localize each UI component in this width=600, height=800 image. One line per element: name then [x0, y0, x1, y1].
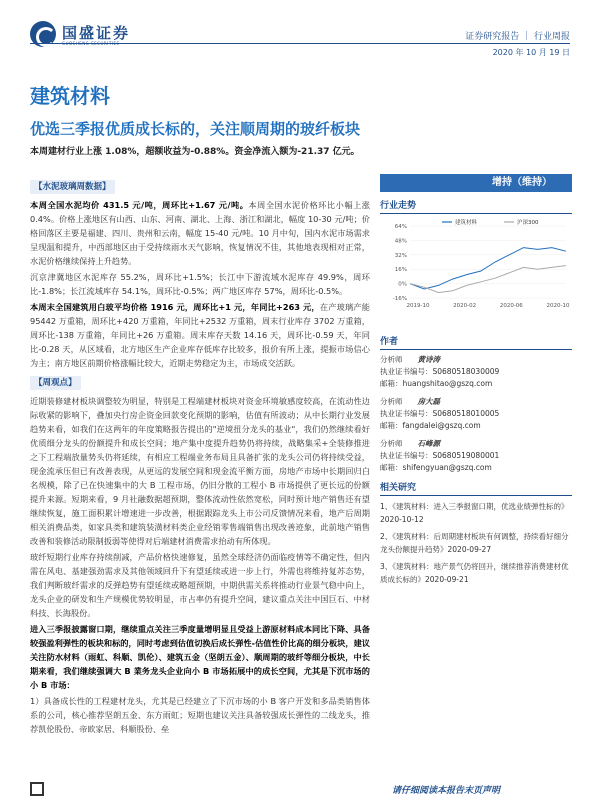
related-section: [380, 480, 572, 586]
x-tick-label: 2020-10: [546, 303, 570, 309]
report-title: 优选三季报优质成长标的，关注顺周期的玻纤板块: [30, 120, 361, 138]
page-footer: [0, 778, 600, 800]
footer-disclaimer: 请仔细阅读本报告末页声明: [391, 786, 500, 796]
author-entry: [380, 438, 572, 474]
page-header: [0, 0, 600, 62]
paragraph-cement: [30, 198, 370, 268]
header-divider: [30, 43, 570, 44]
sidebar: [380, 174, 572, 590]
paragraph-glass-lead: 本周末全国建筑用白玻平均价格 1916 元，周环比+1 元，年同比+263 元，: [30, 302, 320, 312]
author-email[interactable]: 邮箱：shifengyuan@gszq.com: [380, 463, 492, 472]
y-tick-label: 32%: [394, 252, 407, 259]
author-name: 石峰源: [417, 439, 440, 448]
rating-badge: 增持（维持）: [380, 174, 572, 192]
related-list: [380, 500, 572, 586]
author-entry: [380, 354, 572, 390]
paragraph-glass: [30, 300, 370, 370]
y-tick-label: 0%: [398, 281, 407, 288]
section-tag-cement: 【水泥玻璃周数据】: [30, 180, 115, 194]
trend-title: 行业走势: [380, 198, 572, 214]
author-entry: [380, 396, 572, 432]
author-cert: 执业证书编号：S0680519080001: [380, 451, 500, 460]
qr-code-icon: [30, 782, 44, 796]
main-body: [30, 176, 370, 738]
brand-name: 国盛证券: [62, 24, 131, 42]
y-tick-label: 64%: [394, 224, 407, 230]
author-cert: 执业证书编号：S0680518030009: [380, 367, 500, 376]
author-role: 分析师: [380, 439, 418, 448]
related-report-link[interactable]: 1、《建筑材料：进入三季报窗口期，优选业绩弹性标的》2020-10-12: [380, 502, 569, 524]
related-report-link[interactable]: 2、《建筑材料：后周期建材板块有何调整，持续看好细分龙头份额提升趋势》2020-09-27: [380, 532, 569, 554]
authors-section: [380, 334, 572, 474]
legend-label: 沪深300: [517, 220, 539, 226]
paragraph-cement-body: 本周全国水泥价格环比小幅上涨 0.4%。价格上涨地区有山西、山东、河南、湖北、上海、浙江和湖北，幅度 10-30 元/吨；价格回落区主要是福建、四川、贵州和云南，幅度 15-40 元/吨。10 月中旬，国内水泥市场需求呈现温和提升，中西部地区由于受持续雨水天气影响，恢复情况不佳，其他地表现相对正常，水泥价格继续保持上升趋势。: [30, 200, 370, 266]
company-logo: [30, 21, 154, 49]
x-tick-label: 2020-06: [499, 303, 523, 309]
author-name-line: [380, 354, 572, 366]
paragraph-cement-lead: 本周全国水泥均价 431.5 元/吨，周环比+1.67 元/吨。: [30, 200, 249, 210]
report-type: 证券研究报告 ｜ 行业周报: [465, 32, 570, 42]
industry-trend-chart: [380, 218, 572, 314]
industry-heading: 建筑材料: [30, 84, 110, 108]
related-report-link[interactable]: 3、《建筑材料：地产景气仍将回升，继续推荐消费建材优质成长标的》2020-09-21: [380, 562, 569, 584]
brand-name-en: GUOSHENG SECURITIES: [62, 41, 120, 46]
legend-label: 建筑材料: [455, 220, 478, 226]
author-name-line: [380, 396, 572, 408]
author-name: 房大磊: [417, 397, 440, 406]
paragraph-fiberglass: 玻纤短期行业库存持续削减，产品价格快速修复，虽然全球经济仍面临疫情等不确定性，但内需在风电、基建强劲需求及其他领域回升下有望延续或进一步上行，外需也将维持复苏态势，我们判断玻纤需求的反弹趋势有望延续或略超预期，中期供需关系将推动行业景气稳中向上，龙头企业的研发和生产规模优势较明显，市占率仍有提升空间，建议重点关注中国巨石、中材科技、长海股份。: [30, 552, 370, 618]
x-tick-label: 2019-10: [406, 303, 430, 309]
author-email[interactable]: 邮箱：fangdalei@gszq.com: [380, 421, 481, 430]
author-cert: 执业证书编号：S0680518010005: [380, 409, 500, 418]
author-email[interactable]: 邮箱：huangshitao@gszq.com: [380, 379, 493, 388]
author-role: 分析师: [380, 355, 418, 364]
authors-title: 作者: [380, 334, 572, 350]
section-tag-view: 【周观点】: [30, 376, 81, 390]
paragraph-glass-body: 在产玻璃产能 95442 万重箱，周环比+420 万重箱，年同比+2532 万重箱，周末行业库存 3702 万重箱，周环比-138 万重箱，年同比+26 万重箱。周末库存天数 14.16 天，周环比-0.59 天，年同比-0.28 天，从区域看，北方地区生产企业库存低库存比较多，报价有所上涨，提振市场信心为主；南方地区前期价格涨幅比较大，近期走势稳定为主，市场成交活跃。: [30, 302, 370, 368]
report-date: 2020 年 10 月 19 日: [492, 48, 570, 57]
y-tick-label: 48%: [394, 238, 407, 245]
authors-list: [380, 354, 572, 474]
paragraph-inventory: 沉京津冀地区水泥库存 55.2%，周环比+1.5%；长江中下游流域水泥库存 49.9%，周环比-1.8%；长江流域库存 54.1%，周环比-0.5%；两广地区库存 57%，周环比-0.5%。: [30, 272, 370, 296]
author-name: 黄诗涛: [417, 355, 440, 364]
paragraph-picks: 1）具备成长性的工程建材龙头，尤其是已经建立了下沉市场的小 B 客户开发和多品类销售体系的公司，核心推荐坚朗五金、东方雨虹；短期也建议关注具备较强成长弹性的二线龙头，推荐凯伦股份、帝欧家居、科顺股份、垒: [30, 696, 370, 734]
paragraph-recommendation: 进入三季报披露窗口期，继续重点关注三季度量增明显且受益上游原材料成本同比下降、具备较强盈利弹性的板块和标的，同时考虑到估值切换后成长弹性-估值性价比高的细分板块，建议关注防水材料（雨虹、科顺、凯伦）、建筑五金（坚朗五金）、顺周期的玻纤等细分板块，中长期来看，我们继续强调大 B 業务龙头企业向小 B 市场拓展中的成长空间，尤其是下沉市场的小 B 市场：: [30, 624, 370, 690]
summary: 本周建材行业上涨 1.08%，超额收益为-0.88%。资金净流入额为-21.37 亿元。: [30, 147, 360, 157]
y-tick-label: 16%: [394, 267, 407, 274]
author-role: 分析师: [380, 397, 418, 406]
paragraph-view: 近期装修建材板块调整较为明显，特别是工程端建材板块对资金环境敏感度较高，在流动性边际收紧的影响下，叠加央行房企资金回款变化预期的影响，估值有所波动；从中长期行业发展趋势来看，如我们在这两年的年度策略报告提出的"逆境扭分龙头的基业"，我们仍然继续看好优质细分龙头的份额提升和成长空间；地产集中度提升趋势仍将持续，战略集采+全装修推进之下工程端放量势头仍将延续，有相应工程端业务布局且具备扩张的龙头公司仍将持续受益，现金流承压但已有改善表现，从更远的发展空间和现金流平衡方面，房地产市场中长期回归白名规模，除了已在快速集中的大 B 工程市场，仍旧分散的工程小 B 市场提供了更长远的份额提升来源。短期来看，9 月社融数据超预期，整体流动性依然宽松，同时预计地产销售还有望继续恢复，施工面积累计增速进一步改善，根据跟踪龙头上市公司反馈情况来看，地产后周期相关消费品类，如家具类和建筑装潢材料类企业经销零售端销售出现改善迹象，此前地产销售改善和装修活动限制扳弱等使得对后端建材消费需求抬动有所体现。: [30, 396, 370, 546]
author-name-line: [380, 438, 572, 450]
y-tick-label: -16%: [392, 296, 407, 302]
related-title: 相关研究: [380, 480, 572, 496]
series-line: [410, 266, 566, 293]
x-tick-label: 2020-02: [453, 303, 477, 309]
